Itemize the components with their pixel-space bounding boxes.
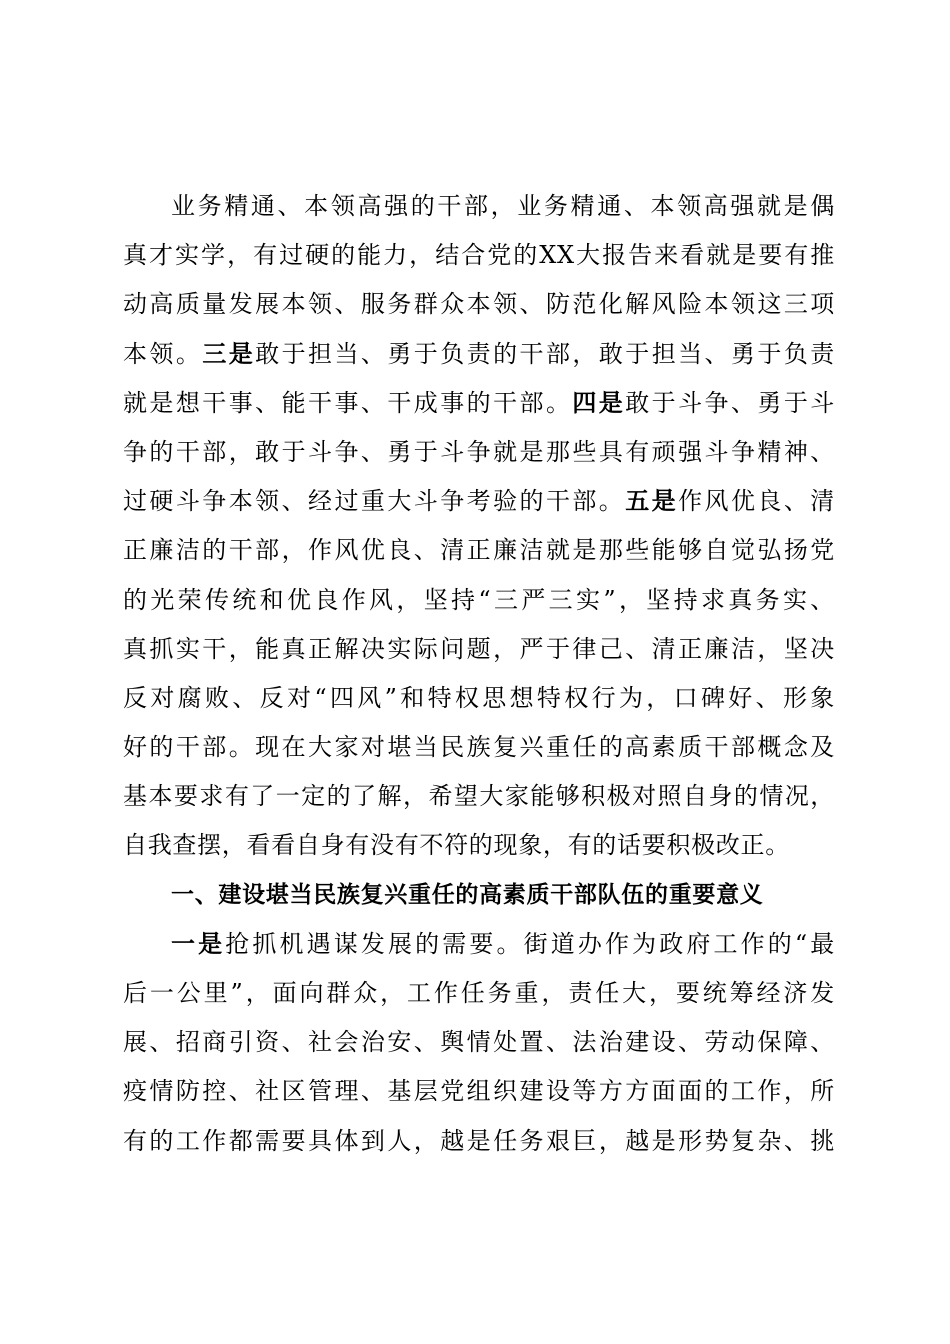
- paragraph-line: [123, 379, 835, 428]
- paragraph-line: 疫情防控、社区管理、基层党组织建设等方方面面的工作，所: [123, 1077, 835, 1106]
- paragraph-line: 动高质量发展本领、服务群众本领、防范化解风险本领这三项: [123, 290, 835, 319]
- section-heading: 一、建设堪当民族复兴重任的高素质干部队伍的重要意义: [171, 881, 764, 908]
- paragraph-line: 展、招商引资、社会治安、舆情处置、法治建设、劳动保障、: [123, 1028, 835, 1057]
- paragraph-line: 基本要求有了一定的了解，希望大家能够积极对照自身的情况，: [123, 782, 835, 811]
- document-body: [123, 182, 835, 1166]
- paragraph-line: [123, 920, 835, 969]
- line-text: 就是想干事、能干事、干成事的干部。: [123, 388, 573, 417]
- line-text: 本领。: [123, 339, 203, 368]
- bold-marker: 一是: [171, 929, 226, 958]
- paragraph-line: 自我查摆，看看自身有没有不符的现象，有的话要积极改正。: [123, 831, 790, 860]
- paragraph-line: 后一公里”，面向群众，工作任务重，责任大，要统筹经济发: [123, 979, 835, 1007]
- line-text: 过硬斗争本领、经过重大斗争考验的干部。: [123, 487, 626, 516]
- paragraph-line: 真才实学，有过硬的能力，结合党的XX大报告来看就是要有推: [123, 241, 835, 270]
- paragraph-line: 业务精通、本领高强的干部，业务精通、本领高强就是偶: [171, 192, 835, 220]
- line-text: 敢于斗争、勇于斗: [625, 388, 835, 417]
- paragraph-line: [123, 330, 835, 379]
- bold-marker: 五是: [625, 487, 679, 516]
- line-text: 作风优良、清: [678, 487, 835, 516]
- line-text: 抢抓机遇谋发展的需要。街道办作为政府工作的“最: [225, 929, 835, 958]
- paragraph-line: 争的干部，敢于斗争、勇于斗争就是那些具有顽强斗争精神、: [123, 437, 835, 466]
- paragraph-line: 正廉洁的干部，作风优良、清正廉洁就是那些能够自觉弘扬党: [123, 536, 835, 565]
- paragraph-line: [123, 477, 835, 526]
- paragraph-line: 有的工作都需要具体到人，越是任务艰巨，越是形势复杂、挑: [123, 1126, 835, 1155]
- paragraph-line: 真抓实干，能真正解决实际问题，严于律己、清正廉洁，坚决: [123, 634, 835, 663]
- bold-marker: 三是: [202, 339, 256, 368]
- paragraph-line: 反对腐败、反对“四风”和特权思想特权行为，口碑好、形象: [123, 683, 835, 712]
- paragraph-line: 的光荣传统和优良作风，坚持“三严三实”，坚持求真务实、: [123, 585, 835, 614]
- bold-marker: 四是: [572, 388, 626, 417]
- line-text: 敢于担当、勇于负责的干部，敢于担当、勇于负责: [255, 339, 835, 368]
- paragraph-line: 好的干部。现在大家对堪当民族复兴重任的高素质干部概念及: [123, 733, 835, 762]
